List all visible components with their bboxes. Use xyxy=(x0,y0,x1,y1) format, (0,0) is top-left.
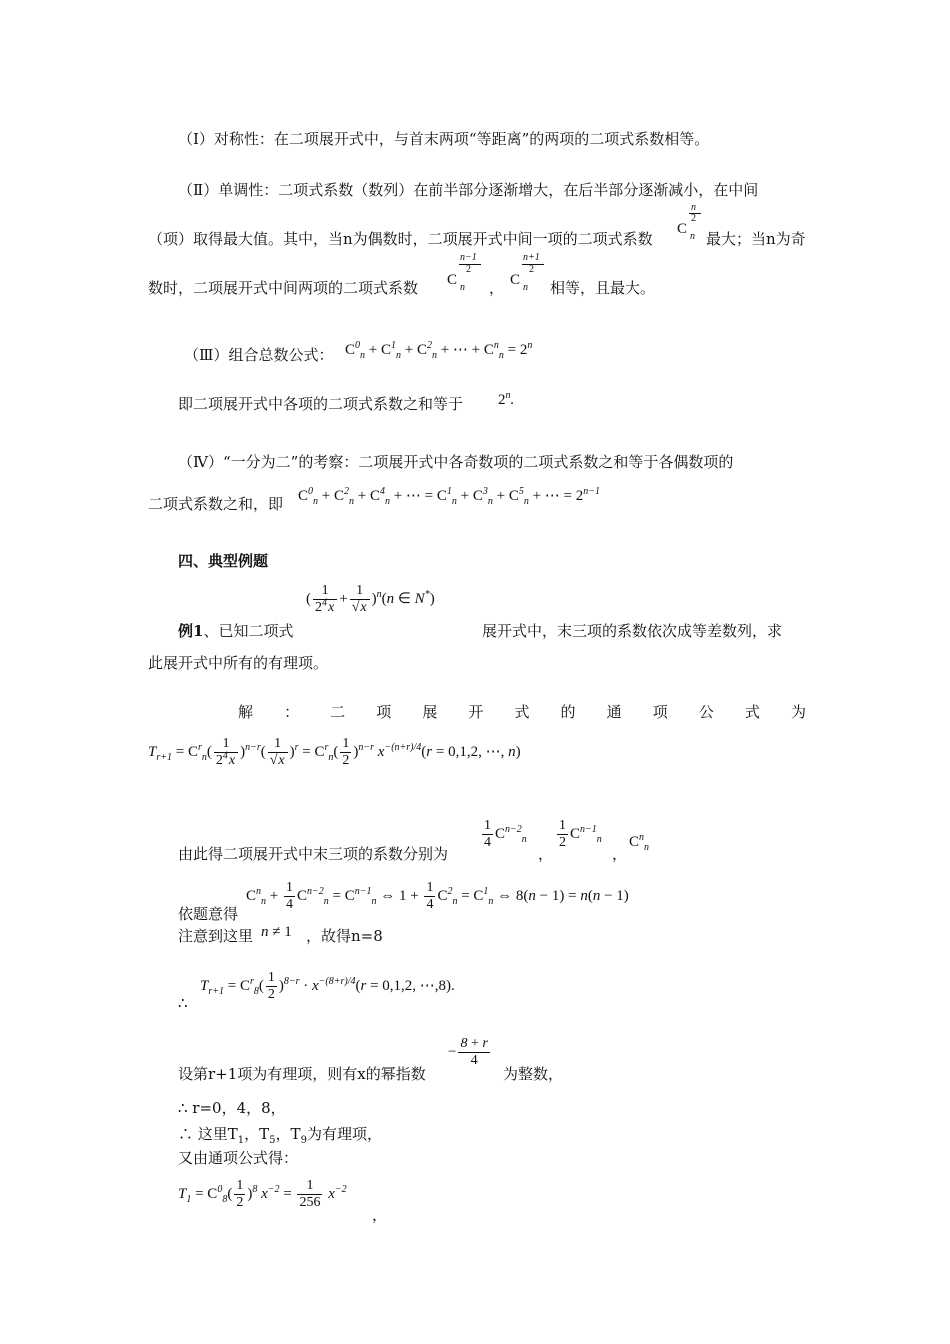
property-total-note: 即二项展开式中各项的二项式系数之和等于 xyxy=(178,395,464,413)
property-monotonic-line2b: 最大；当n为奇 xyxy=(706,230,806,248)
formula-c-n-nminus1-half: C n n−1 2 xyxy=(447,253,487,293)
formula-c-n-nplus1-half: C n n+1 2 xyxy=(510,253,550,293)
formula-n-ne-1: n ≠ 1 xyxy=(261,924,292,940)
note-result: ，故得n=8 xyxy=(306,927,383,945)
rational-terms: ∴ 这里$T_1$，$T_5$，$T_9$为有理项， xyxy=(178,1125,382,1146)
end-comma: ， xyxy=(372,1206,388,1224)
example1-line1 xyxy=(178,621,293,641)
property-split-line2: 二项式系数之和，即 xyxy=(148,495,284,513)
note-text: 注意到这里 xyxy=(178,927,254,945)
formula-condition: $C^n_n$ + $\frac{1}{4}$ $C^{n-2}_n = C^{n-1}_n$ ⇔ 1 + $\frac{1}{4}$ $C^2_n = C^1_n$ ⇔ 8(n − 1) = n(n − 1) xyxy=(246,880,629,912)
formula-c-n-half: C n n 2 xyxy=(677,203,707,243)
formula-binomial: ( $\frac{1}{2^4x}$ + $\frac{1}{√x}$ )$^n$(n ∈ N*) xyxy=(306,583,435,615)
formula-coef-3: $C^n_n$ xyxy=(629,832,650,853)
example1-text1: 、已知二项式 xyxy=(203,622,294,640)
rational-tail: 为整数， xyxy=(503,1065,564,1083)
rational-text: 设第r+1项为有理项，则有x的幂指数 xyxy=(178,1065,426,1083)
property-monotonic-line3a: 数时，二项展开式中间两项的二项式系数 xyxy=(148,279,419,297)
property-total-label: （Ⅲ）组合总数公式： xyxy=(184,346,334,364)
formula-exponent: − $\frac{8 + r}{4}$ xyxy=(448,1036,488,1068)
document-page: （Ⅰ）对称性：在二项展开式中，与首末两项“等距离”的两项的二项式系数相等。 （Ⅱ）单调性：二项式系数（数列）在前半部分逐渐增大，在后半部分逐渐减小，在中间 （项）取得最大值。其中，当n为偶数时，二项展开式中间一项的二项式系数 C n n 2 最大；当n为奇 数时，二项展开式中间两项的二项式系数 C n n−1 2 ， C n n+1 2 相等，且最大。 （Ⅲ）组合总数公式： $C^0_n + C^1_n + C^2_n$ + ⋯ + $C^n_n = 2^n$ 即二项展开式中各项的二项式系数之和等于 2$^n$. （Ⅳ）“一分为二”的考察：二项展开式中各奇数项的二项式系数之和等于各偶数项的 二项式系数之和，即 $C^0_n + C^2_n + C^4_n$ + ⋯ = $C^1_n + C^3_n + C^5_n$ + ⋯ = $2^{n-1}$ 四、典型例题 ( $\frac{1}{2^4x}$ + $\frac{1}{√x}$ )$^n$(n ∈ N*) 例1、已知二项式 展开式中，末三项的系数依次成等差数列，求 此展开式中所有的有理项。 解 ： 二 项 展 开 式 的 通 项 公 式 为 $T_{r+1} = C^r_n$( $\frac{1}{2^4x}$ )$^{n-r}$( $\frac{1}{√x}$ )$^r = C^r_n$( $\frac{1}{2}$ )$^{n-r}$ $x^{-(n+r)/4}(r = 0,1,2$, ⋯, n) 由此得二项展开式中末三项的系数分别为 $\frac{1}{4}$ $C^{n-2}_n$ ， $\frac{1}{2}$ $C^{n-1}_n$ ， $C^n_n$ $C^n_n$ + $\frac{1}{4}$ $C^{n-2}_n = C^{n-1}_n$ ⇔ 1 + $\frac{1}{4}$ $C^2_n = C^1_n$ ⇔ 8(n − 1) = n(n − 1) 依题意得 注意到这里 n ≠ 1 ，故得n=8 $T_{r+1} = C^r_8$( $\frac{1}{2}$ )$^{8-r} \cdot x^{-(8+r)/4}(r = 0,1,2$, ⋯,8). ∴ − $\frac{8 + r}{4}$ 设第r+1项为有理项，则有x的幂指数 为整数， ∴ r=0，4，8， ∴ 这里$T_1$，$T_5$，$T_9$为有理项， 又由通项公式得： $T_1 = C^0_8$( $\frac{1}{2}$ )$^8$ $x^{-2}$ = $\frac{1}{256}$ $x^{-2}$ ， xyxy=(148,130,806,1224)
property-monotonic-line1: （Ⅱ）单调性：二项式系数（数列）在前半部分逐渐增大，在后半部分逐渐减小，在中间 xyxy=(178,181,759,199)
solution-heading: 解 ： 二 项 展 开 式 的 通 项 公 式 为 xyxy=(238,703,806,721)
formula-odd-even-sum: $C^0_n + C^2_n + C^4_n$ + ⋯ = $C^1_n + C^3_n + C^5_n$ + ⋯ = $2^{n-1}$ xyxy=(298,486,600,507)
general-text: 又由通项公式得： xyxy=(178,1149,299,1167)
example1-text2: 展开式中，末三项的系数依次成等差数列，求 xyxy=(482,622,783,640)
r-values: ∴ r=0，4，8， xyxy=(178,1099,286,1117)
condition-text: 依题意得 xyxy=(178,905,239,923)
coefficients-text: 由此得二项展开式中末三项的系数分别为 xyxy=(178,845,449,863)
formula-coef-1: $\frac{1}{4}$ $C^{n-2}_n$ xyxy=(484,818,527,850)
formula-total-sum: $C^0_n + C^1_n + C^2_n$ + ⋯ + $C^n_n = 2^n$ xyxy=(345,340,533,361)
property-monotonic-line2a: （项）取得最大值。其中，当n为偶数时，二项展开式中间一项的二项式系数 xyxy=(148,230,653,248)
property-monotonic-line3b: 相等，且最大。 xyxy=(550,279,656,297)
property-split-line1: （Ⅳ）“一分为二”的考察：二项展开式中各奇数项的二项式系数之和等于各偶数项的 xyxy=(178,453,734,471)
formula-general-term: $T_{r+1} = C^r_n$( $\frac{1}{2^4x}$ )$^{n-r}$( $\frac{1}{√x}$ )$^r = C^r_n$( $\frac{1}{2}$ )$^{n-r}$ $x^{-(n+r)/4}(r = 0,1,2$, ⋯, n) xyxy=(148,736,521,768)
comma-separator: ， xyxy=(489,279,505,297)
formula-coef-2: $\frac{1}{2}$ $C^{n-1}_n$ xyxy=(559,818,602,850)
property-symmetry: （Ⅰ）对称性：在二项展开式中，与首末两项“等距离”的两项的二项式系数相等。 xyxy=(178,130,710,148)
formula-term-n8: $T_{r+1} = C^r_8$( $\frac{1}{2}$ )$^{8-r} \cdot x^{-(8+r)/4}(r = 0,1,2$, ⋯,8). xyxy=(200,970,455,1002)
example1-text3: 此展开式中所有的有理项。 xyxy=(148,654,329,672)
example1-label: 例1 xyxy=(178,622,204,640)
section-title: 四、典型例题 xyxy=(178,552,269,570)
formula-2-pow-n: 2$^n$. xyxy=(498,390,515,408)
therefore-symbol: ∴ xyxy=(178,994,188,1012)
formula-t1: $T_1 = C^0_8$( $\frac{1}{2}$ )$^8$ $x^{-2}$ = $\frac{1}{256}$ $x^{-2}$ xyxy=(178,1178,347,1210)
